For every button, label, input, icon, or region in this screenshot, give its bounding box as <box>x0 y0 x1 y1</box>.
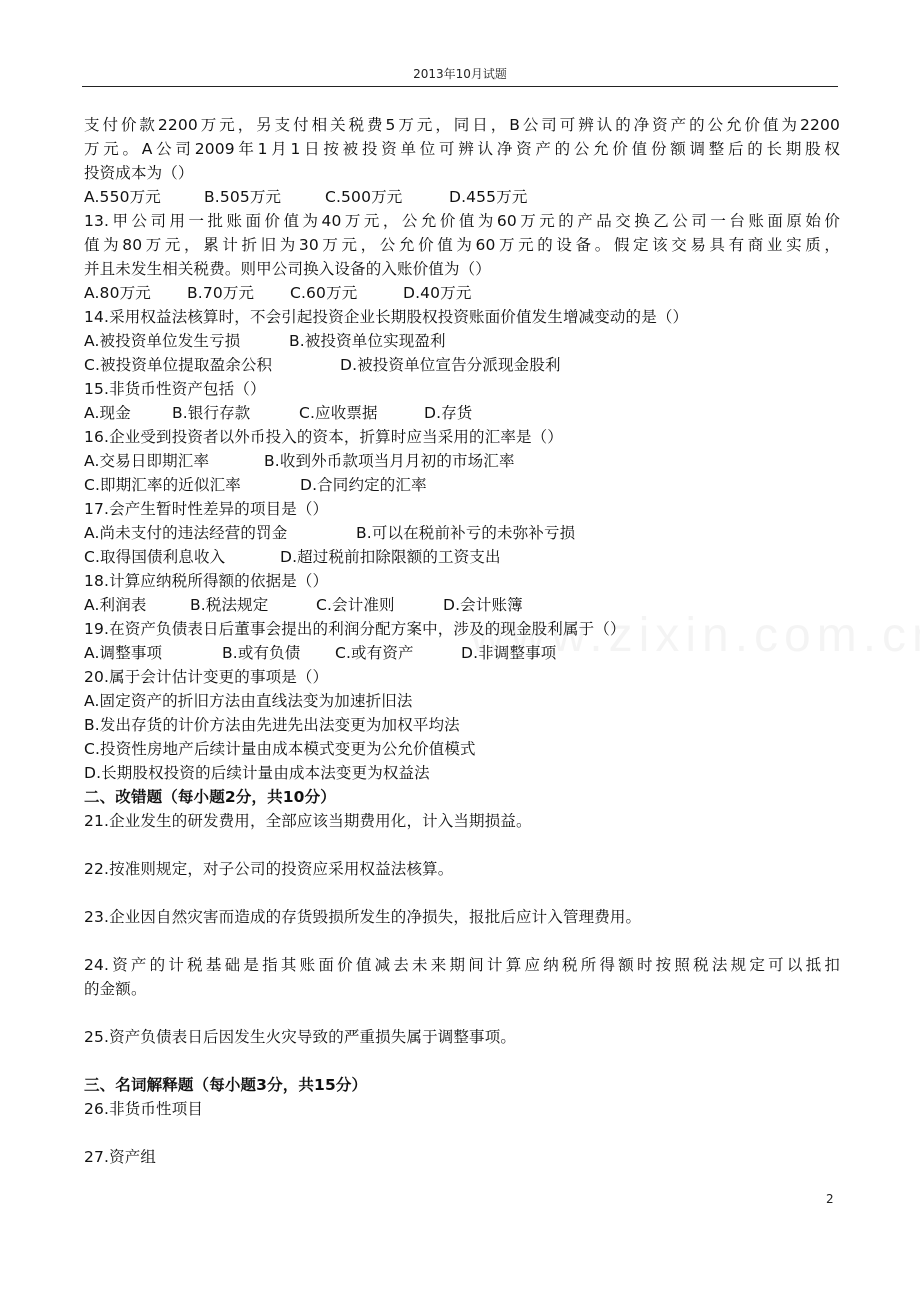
option: A.固定资产的折旧方法由直线法变为加速折旧法 <box>84 692 413 710</box>
page-number: 2 <box>826 1192 834 1206</box>
option: B.收到外币款项当月月初的市场汇率 <box>264 452 515 470</box>
q13-stem: 13.甲公司用一批账面价值为40万元，公允价值为60万元的产品交换乙公司一台账面原始价 <box>84 212 840 230</box>
q16-stem: 16.企业受到投资者以外币投入的资本，折算时应当采用的汇率是（） <box>84 428 563 446</box>
option: A.现金 <box>84 404 131 422</box>
q16-options <box>84 449 840 473</box>
q18-options <box>84 593 840 617</box>
option: D.40万元 <box>403 284 472 302</box>
option: D.被投资单位宣告分派现金股利 <box>340 356 561 374</box>
option: C.会计准则 <box>316 596 395 614</box>
q19-stem: 19.在资产负债表日后董事会提出的利润分配方案中，涉及的现金股利属于（） <box>84 620 626 638</box>
text-line: 投资成本为（） <box>84 164 194 182</box>
option: C.投资性房地产后续计量由成本模式变更为公允价值模式 <box>84 740 476 758</box>
q24: 24.资产的计税基础是指其账面价值减去未来期间计算应纳税所得额时按照税法规定可以抵扣 <box>84 956 840 974</box>
option: D.会计账簿 <box>443 596 523 614</box>
q12-options <box>84 185 840 209</box>
option: C.500万元 <box>325 188 403 206</box>
header-title: 2013年10月试题 <box>413 67 507 81</box>
q14-options <box>84 329 840 353</box>
text-line: 支付价款2200万元，另支付相关税费5万元，同日，B公司可辨认的净资产的公允价值为2200 <box>84 116 840 134</box>
option: B.银行存款 <box>172 404 251 422</box>
option: D.存货 <box>424 404 473 422</box>
text-line: 万元。A公司2009年1月1日按被投资单位可辨认净资产的公允价值份额调整后的长期股权 <box>84 140 840 158</box>
option: C.应收票据 <box>299 404 378 422</box>
option: A.550万元 <box>84 188 161 206</box>
q21: 21.企业发生的研发费用，全部应该当期费用化，计入当期损益。 <box>84 812 532 830</box>
option: B.505万元 <box>204 188 282 206</box>
q16-options <box>84 473 840 497</box>
option: B.税法规定 <box>190 596 269 614</box>
document-body <box>84 113 840 1169</box>
page-header <box>82 64 838 87</box>
option: A.尚未支付的违法经营的罚金 <box>84 524 288 542</box>
option: A.调整事项 <box>84 644 163 662</box>
option: B.可以在税前补亏的未弥补亏损 <box>356 524 576 542</box>
q22: 22.按准则规定，对子公司的投资应采用权益法核算。 <box>84 860 454 878</box>
q18-stem: 18.计算应纳税所得额的依据是（） <box>84 572 329 590</box>
q14-stem: 14.采用权益法核算时，不会引起投资企业长期股权投资账面价值发生增减变动的是（） <box>84 308 689 326</box>
option: C.即期汇率的近似汇率 <box>84 476 241 494</box>
option: B.发出存货的计价方法由先进先出法变更为加权平均法 <box>84 716 460 734</box>
option: D.非调整事项 <box>461 644 557 662</box>
option: B.70万元 <box>187 284 255 302</box>
option: B.或有负债 <box>222 644 301 662</box>
option: A.80万元 <box>84 284 151 302</box>
q17-options <box>84 521 840 545</box>
option: A.利润表 <box>84 596 147 614</box>
section-title: 二、改错题（每小题2分，共10分） <box>84 788 336 806</box>
q15-options <box>84 401 840 425</box>
section-title: 三、名词解释题（每小题3分，共15分） <box>84 1076 368 1094</box>
q13-stem: 值为80万元，累计折旧为30万元，公允价值为60万元的设备。假定该交易具有商业实质， <box>84 236 840 254</box>
q27: 27.资产组 <box>84 1148 157 1166</box>
option: D.455万元 <box>449 188 528 206</box>
q17-options <box>84 545 840 569</box>
option: B.被投资单位实现盈利 <box>289 332 446 350</box>
q25: 25.资产负债表日后因发生火灾导致的严重损失属于调整事项。 <box>84 1028 517 1046</box>
option: C.取得国债利息收入 <box>84 548 226 566</box>
q23: 23.企业因自然灾害而造成的存货毁损所发生的净损失，报批后应计入管理费用。 <box>84 908 642 926</box>
q19-options <box>84 641 840 665</box>
option: C.被投资单位提取盈余公积 <box>84 356 273 374</box>
option: C.60万元 <box>290 284 358 302</box>
option: C.或有资产 <box>335 644 414 662</box>
q17-stem: 17.会产生暂时性差异的项目是（） <box>84 500 329 518</box>
option: A.被投资单位发生亏损 <box>84 332 241 350</box>
option: A.交易日即期汇率 <box>84 452 210 470</box>
q14-options <box>84 353 840 377</box>
q13-stem: 并且未发生相关税费。则甲公司换入设备的入账价值为（） <box>84 260 491 278</box>
q13-options <box>84 281 840 305</box>
q20-stem: 20.属于会计估计变更的事项是（） <box>84 668 329 686</box>
option: D.合同约定的汇率 <box>300 476 427 494</box>
q24: 的金额。 <box>84 980 147 998</box>
q15-stem: 15.非货币性资产包括（） <box>84 380 266 398</box>
option: D.超过税前扣除限额的工资支出 <box>280 548 501 566</box>
q26: 26.非货币性项目 <box>84 1100 204 1118</box>
option: D.长期股权投资的后续计量由成本法变更为权益法 <box>84 764 430 782</box>
